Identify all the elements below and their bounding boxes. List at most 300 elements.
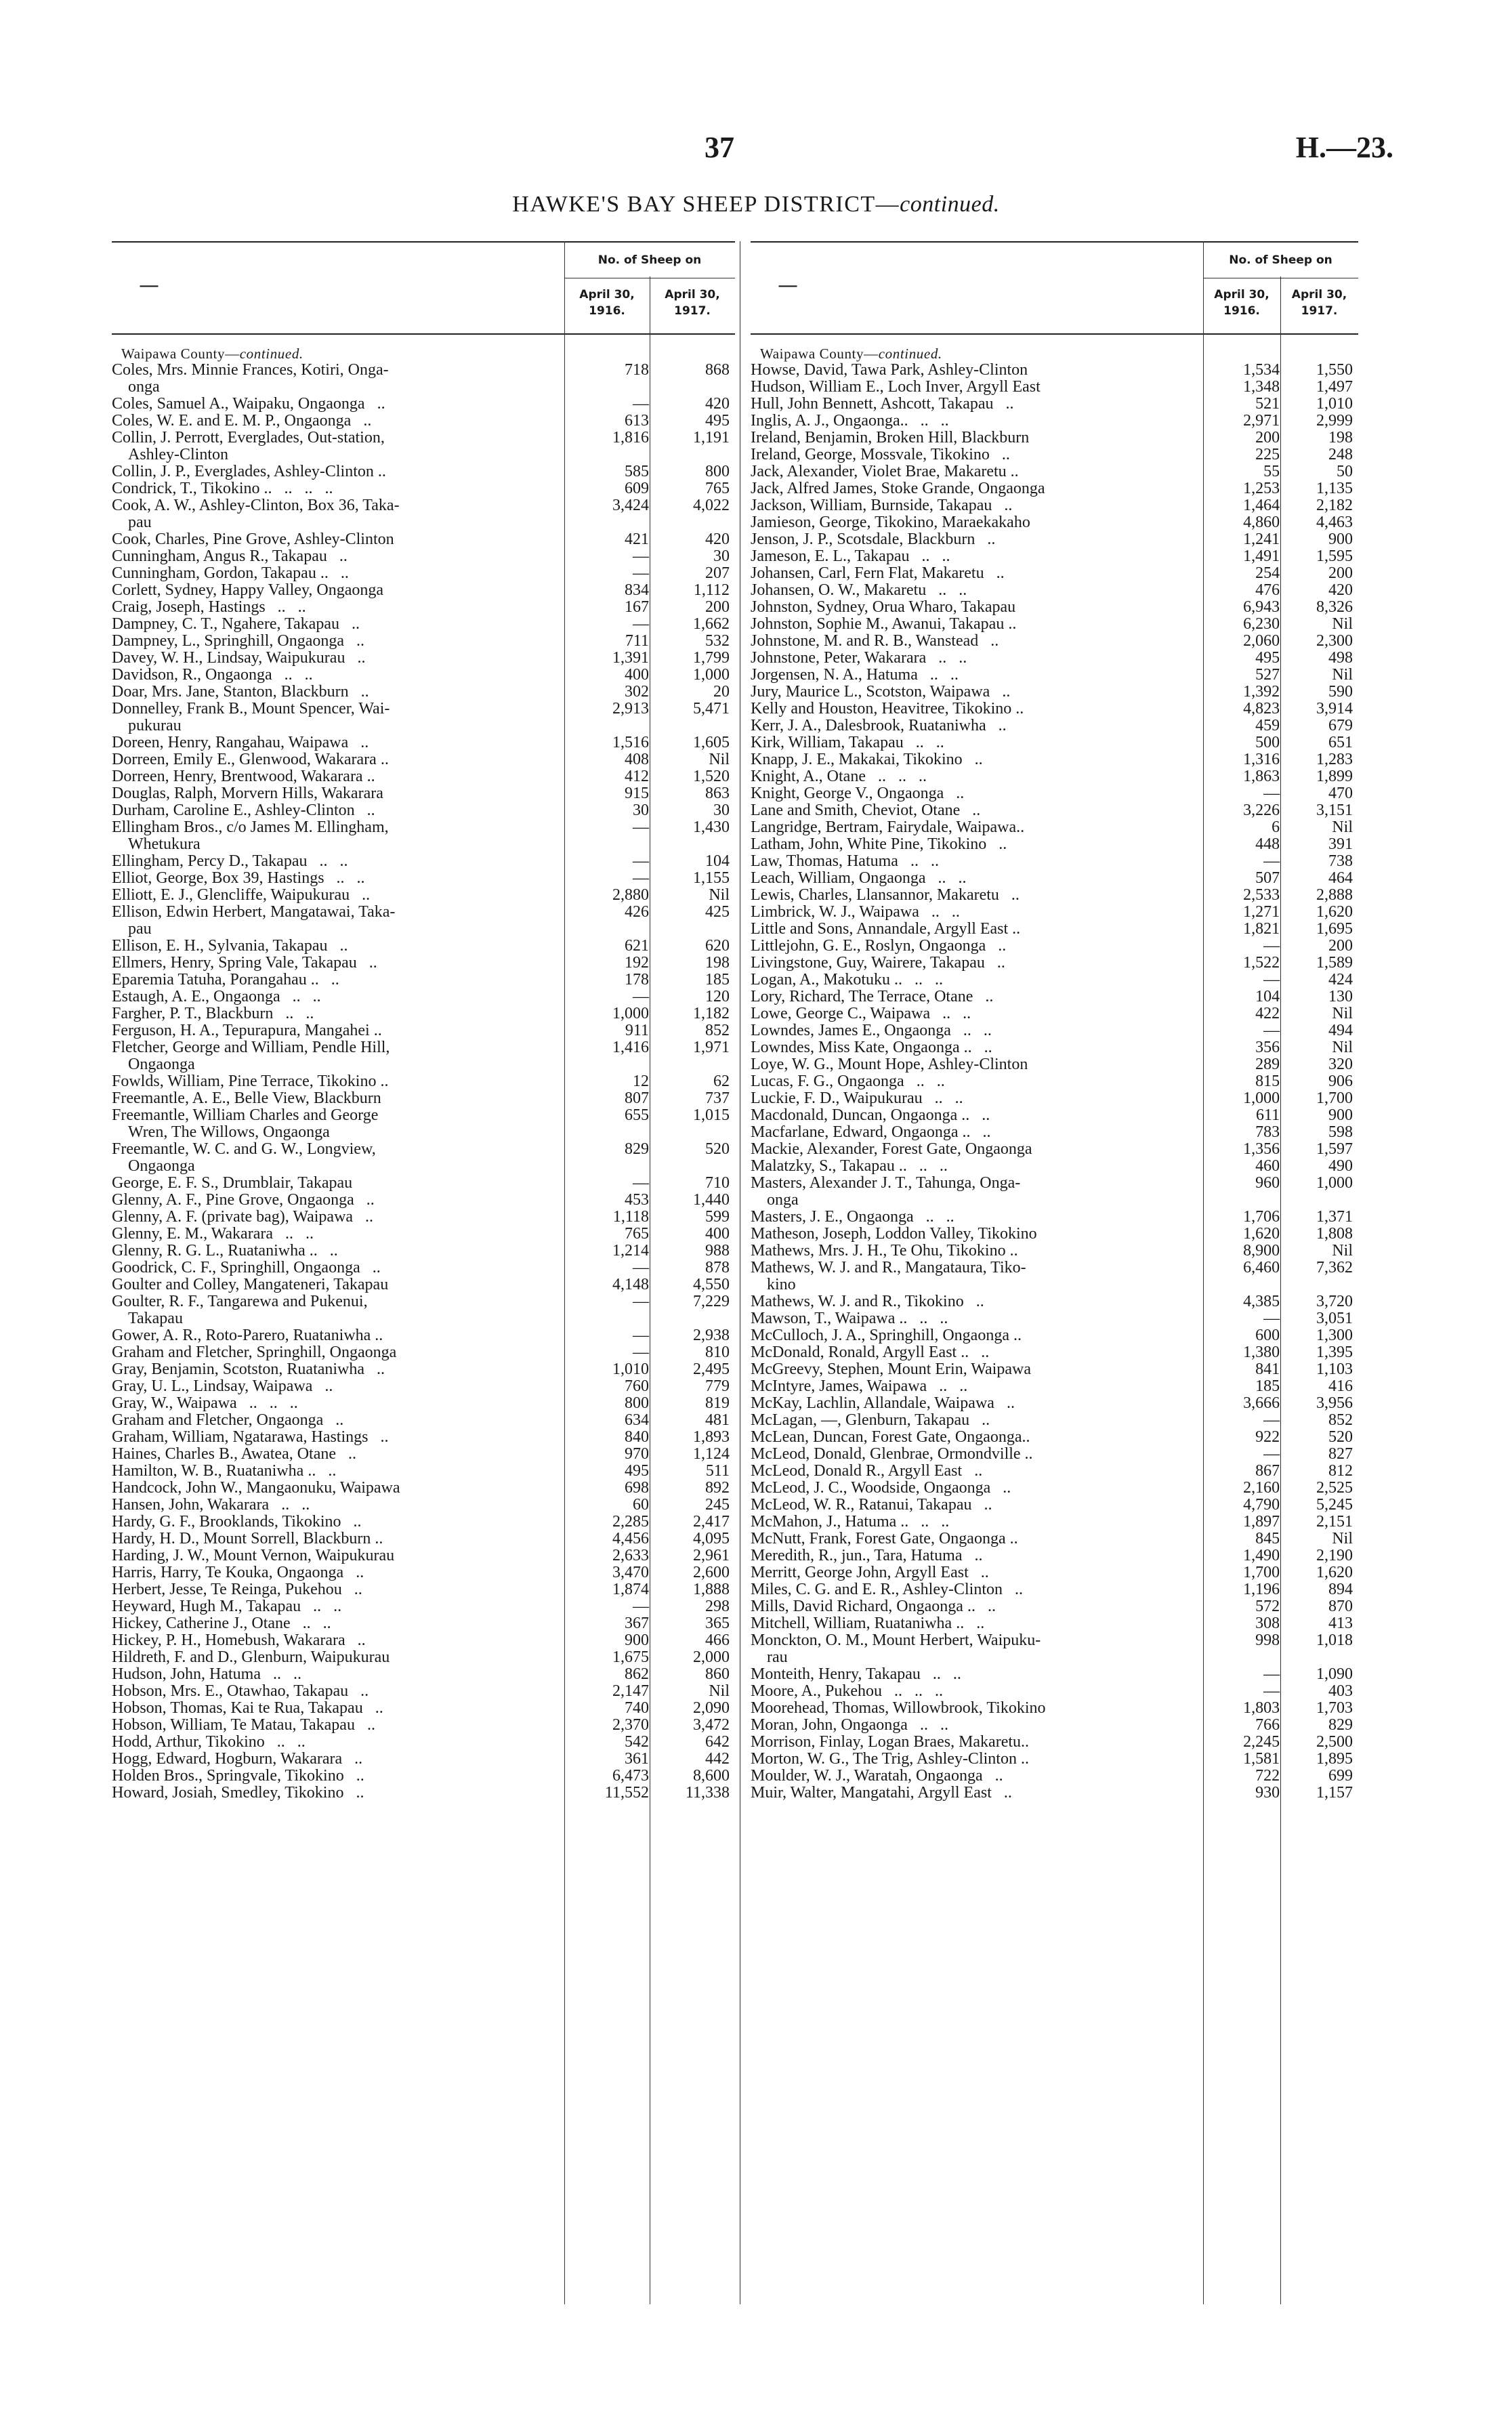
sheep-1917: 420 [705, 395, 730, 413]
table-row [751, 1260, 1358, 1293]
sheep-1917: 738 [1328, 852, 1353, 870]
owner-name: Hull, John Bennett, Ashcott, Takapau .. [751, 395, 1014, 413]
table-row [112, 1395, 735, 1412]
owner-name: Moorehead, Thomas, Willowbrook, Tikokino [751, 1699, 1046, 1717]
table-row [112, 904, 735, 938]
sheep-1916: 308 [1255, 1615, 1280, 1632]
owner-name: Kelly and Houston, Heavitree, Tikokino .. [751, 700, 1024, 718]
title-main: HAWKE'S BAY SHEEP DISTRICT— [512, 192, 900, 217]
sheep-1917: 1,899 [1316, 768, 1353, 785]
table-row [112, 362, 735, 396]
sheep-1916: 4,456 [612, 1530, 649, 1547]
header-dash: — [139, 274, 159, 297]
sheep-1916: 698 [625, 1479, 649, 1497]
table-row [751, 1666, 1358, 1683]
table-row [112, 1649, 735, 1666]
sheep-1917: 1,010 [1316, 395, 1353, 413]
table-row [751, 1073, 1358, 1090]
sheep-1917: 4,022 [693, 497, 730, 514]
sheep-1916: 2,060 [1243, 632, 1280, 650]
sheep-1916: 1,816 [612, 429, 649, 446]
sheep-1916: 1,391 [612, 649, 649, 667]
sheep-1917: 8,326 [1316, 598, 1353, 616]
owner-name: Glenny, E. M., Wakarara .. .. [112, 1225, 314, 1243]
table-row [751, 972, 1358, 989]
table-row [751, 751, 1358, 768]
table-row [112, 1293, 735, 1327]
table-row [112, 1564, 735, 1581]
owner-name: Dampney, C. T., Ngahere, Takapau .. [112, 615, 360, 633]
owner-name: Glenny, R. G. L., Ruataniwha .. .. [112, 1242, 338, 1260]
sheep-1916: 4,823 [1243, 700, 1280, 718]
owner-name: McCulloch, J. A., Springhill, Ongaonga .. [751, 1327, 1022, 1344]
sheep-1916: 621 [625, 937, 649, 955]
owner-name: Goulter and Colley, Mangateneri, Takapau [112, 1276, 389, 1293]
sheep-1916: 254 [1255, 564, 1280, 582]
sheep-1917: 1,090 [1316, 1665, 1353, 1683]
owner-name: Moran, John, Ongaonga .. .. [751, 1716, 948, 1734]
owner-name: Moore, A., Pukehou .. .. .. [751, 1682, 943, 1700]
owner-name: Estaugh, A. E., Ongaonga .. .. [112, 988, 321, 1005]
table-row [112, 870, 735, 887]
header-dash: — [778, 274, 798, 297]
sheep-1917: 1,395 [1316, 1344, 1353, 1361]
owner-name: Glenny, A. F., Pine Grove, Ongaonga .. [112, 1191, 375, 1209]
owner-name: Knapp, J. E., Makakai, Tikokino .. [751, 751, 983, 768]
sheep-1917: 1,112 [693, 581, 730, 599]
right-rows [751, 346, 1358, 1802]
owner-name: Ferguson, H. A., Tepurapura, Mangahei .. [112, 1022, 382, 1039]
sheep-1916: 6,473 [612, 1767, 649, 1785]
sheep-1917: 699 [1328, 1767, 1353, 1785]
table-row [112, 1107, 735, 1141]
sheep-1916: 289 [1255, 1056, 1280, 1073]
table-row [751, 1547, 1358, 1564]
sheep-1916: — [1263, 852, 1280, 870]
sheep-1916: 3,424 [612, 497, 649, 514]
sheep-1916: 862 [625, 1665, 649, 1683]
table-row [751, 785, 1358, 802]
sheep-1916: 476 [1255, 581, 1280, 599]
table-row [112, 497, 735, 531]
left-table-header [112, 241, 735, 335]
sheep-1917: 403 [1328, 1682, 1353, 1700]
sheep-1917: 1,015 [693, 1106, 730, 1124]
table-row [751, 413, 1358, 430]
column-rule [1203, 241, 1204, 2304]
sheep-1917: 3,720 [1316, 1293, 1353, 1310]
owner-name: Jorgensen, N. A., Hatuma .. .. [751, 666, 959, 684]
header-col-1916-line1: April 30, [579, 288, 635, 301]
table-row [751, 701, 1358, 718]
table-row [751, 1293, 1358, 1310]
table-row [112, 853, 735, 870]
table-row [751, 379, 1358, 396]
table-row [112, 1463, 735, 1480]
sheep-1917: 490 [1328, 1157, 1353, 1175]
owner-name: Masters, Alexander J. T., Tahunga, Onga- onga [751, 1174, 1021, 1209]
header-sheep-on: No. of Sheep on [1229, 253, 1332, 267]
table-row [112, 1717, 735, 1734]
owner-name: Goulter, R. F., Tangarewa and Pukenui, Takapau [112, 1293, 368, 1327]
sheep-1916: 600 [1255, 1327, 1280, 1344]
sheep-1917: 2,600 [693, 1564, 730, 1581]
sheep-1917: 642 [705, 1733, 730, 1751]
table-row [112, 887, 735, 904]
owner-name: Corlett, Sydney, Happy Valley, Ongaonga [112, 581, 384, 599]
left-table-body [112, 362, 735, 1802]
sheep-1917: 1,103 [1316, 1360, 1353, 1378]
sheep-1916: — [633, 564, 649, 582]
sheep-1917: Nil [1332, 615, 1353, 633]
table-row [112, 616, 735, 633]
table-row [112, 938, 735, 955]
table-row [112, 1547, 735, 1564]
owner-name: Coles, Mrs. Minnie Frances, Kotiri, Onga- onga [112, 361, 389, 396]
sheep-1916: — [633, 818, 649, 836]
sheep-1917: 1,000 [1316, 1174, 1353, 1192]
sheep-1916: — [633, 615, 649, 633]
header-col-1917 [650, 287, 735, 320]
table-row [751, 548, 1358, 565]
owner-name: Lewis, Charles, Llansannor, Makaretu .. [751, 886, 1020, 904]
sheep-1916: 867 [1255, 1462, 1280, 1480]
owner-name: Jenson, J. P., Scotsdale, Blackburn .. [751, 531, 996, 548]
owner-name: Fletcher, George and William, Pendle Hill, Ongaonga [112, 1039, 390, 1073]
owner-name: Kirk, William, Takapau .. .. [751, 734, 944, 751]
owner-name: Ireland, Benjamin, Broken Hill, Blackburn [751, 429, 1030, 446]
sheep-1917: 3,472 [693, 1716, 730, 1734]
sheep-1917: 320 [1328, 1056, 1353, 1073]
table-row [112, 684, 735, 701]
table-row [112, 955, 735, 972]
table-row [112, 650, 735, 667]
sheep-1916: 448 [1255, 835, 1280, 853]
sheep-1916: 1,253 [1243, 480, 1280, 497]
table-row [751, 1344, 1358, 1361]
sheep-1916: 167 [625, 598, 649, 616]
table-row [751, 514, 1358, 531]
sheep-1917: 511 [705, 1462, 730, 1480]
owner-name: McLeod, Donald R., Argyll East .. [751, 1462, 983, 1480]
sheep-1917: 11,338 [685, 1784, 730, 1802]
sheep-1916: 1,534 [1243, 361, 1280, 379]
table-row [112, 548, 735, 565]
sheep-1917: 852 [705, 1022, 730, 1039]
sheep-1917: 2,525 [1316, 1479, 1353, 1497]
sheep-1916: — [633, 869, 649, 887]
table-row [112, 413, 735, 430]
owner-name: Lucas, F. G., Ongaonga .. .. [751, 1073, 945, 1090]
table-row [751, 1056, 1358, 1073]
owner-name: McLeod, J. C., Woodside, Ongaonga .. [751, 1479, 1011, 1497]
owner-name: Elliot, George, Box 39, Hastings .. .. [112, 869, 365, 887]
header-sheep-on: No. of Sheep on [597, 253, 702, 267]
owner-name: Howard, Josiah, Smedley, Tikokino .. [112, 1784, 364, 1802]
sheep-1917: 1,620 [1316, 903, 1353, 921]
sheep-1917: 198 [705, 954, 730, 972]
table-row [112, 1344, 735, 1361]
sheep-1917: 765 [705, 480, 730, 497]
owner-name: Limbrick, W. J., Waipawa .. .. [751, 903, 960, 921]
table-row [751, 684, 1358, 701]
owner-name: Hogg, Edward, Hogburn, Wakarara .. [112, 1750, 363, 1768]
sheep-1916: 572 [1255, 1598, 1280, 1615]
owner-name: Jameson, E. L., Takapau .. .. [751, 547, 950, 565]
sheep-1916: 1,522 [1243, 954, 1280, 972]
sheep-1917: 7,229 [693, 1293, 730, 1310]
table-row [112, 734, 735, 751]
sheep-1917: 1,497 [1316, 378, 1353, 396]
owner-name: McGreevy, Stephen, Mount Erin, Waipawa [751, 1360, 1031, 1378]
table-row [112, 480, 735, 497]
table-row [112, 1005, 735, 1022]
table-row [112, 599, 735, 616]
sheep-1916: 2,633 [612, 1547, 649, 1564]
table-row [112, 1429, 735, 1446]
table-row [751, 1463, 1358, 1480]
table-row [751, 1209, 1358, 1226]
sheep-1917: 425 [705, 903, 730, 921]
sheep-1917: 391 [1328, 835, 1353, 853]
sheep-1917: 420 [705, 531, 730, 548]
owner-name: Lane and Smith, Cheviot, Otane .. [751, 802, 981, 819]
table-row [112, 1175, 735, 1192]
sheep-1916: 1,897 [1243, 1513, 1280, 1531]
sheep-1917: 30 [713, 802, 730, 819]
table-row [751, 870, 1358, 887]
owner-name: Logan, A., Makotuku .. .. .. [751, 971, 943, 989]
table-row [751, 463, 1358, 480]
owner-name: Mitchell, William, Ruataniwha .. .. [751, 1615, 985, 1632]
sheep-1917: 2,495 [693, 1360, 730, 1378]
table-row [751, 1683, 1358, 1700]
table-row [112, 785, 735, 802]
sheep-1917: 892 [705, 1479, 730, 1497]
sheep-1916: 4,860 [1243, 514, 1280, 531]
sheep-1916: 900 [625, 1631, 649, 1649]
owner-name: Freemantle, William Charles and George Wren, The Willows, Ongaonga [112, 1106, 379, 1141]
table-row [751, 1717, 1358, 1734]
owner-name: Luckie, F. D., Waipukurau .. .. [751, 1089, 963, 1107]
sheep-1917: 2,938 [693, 1327, 730, 1344]
owner-name: Masters, J. E., Ongaonga .. .. [751, 1208, 954, 1226]
sheep-1916: 178 [625, 971, 649, 989]
table-row [751, 955, 1358, 972]
owner-name: Holden Bros., Springvale, Tikokino .. [112, 1767, 364, 1785]
sheep-1916: 356 [1255, 1039, 1280, 1056]
sheep-1916: 2,971 [1243, 412, 1280, 430]
sheep-1916: 507 [1255, 869, 1280, 887]
sheep-1917: 1,157 [1316, 1784, 1353, 1802]
table-row [751, 1022, 1358, 1039]
owner-name: Littlejohn, G. E., Roslyn, Ongaonga .. [751, 937, 1007, 955]
sheep-1917: 812 [1328, 1462, 1353, 1480]
sheep-1917: 5,245 [1316, 1496, 1353, 1514]
table-row [751, 1564, 1358, 1581]
sheep-1917: 416 [1328, 1377, 1353, 1395]
sheep-1917: 498 [1328, 649, 1353, 667]
owner-name: Hardy, G. F., Brooklands, Tikokino .. [112, 1513, 362, 1531]
owner-name: McMahon, J., Hatuma .. .. .. [751, 1513, 950, 1531]
sheep-1916: 422 [1255, 1005, 1280, 1022]
owner-name: McLeod, W. R., Ratanui, Takapau .. [751, 1496, 992, 1514]
sheep-1916: 104 [1255, 988, 1280, 1005]
sheep-1917: 900 [1328, 531, 1353, 548]
table-row [112, 430, 735, 463]
owner-name: Hobson, Thomas, Kai te Rua, Takapau .. [112, 1699, 383, 1717]
owner-name: Cunningham, Gordon, Takapau .. .. [112, 564, 349, 582]
left-column [112, 241, 735, 1802]
table-row [112, 1768, 735, 1785]
table-row [112, 1260, 735, 1276]
owner-name: Macfarlane, Edward, Ongaonga .. .. [751, 1123, 991, 1141]
owner-name: Handcock, John W., Mangaonuku, Waipawa [112, 1479, 400, 1497]
table-row [751, 582, 1358, 599]
sheep-1916: 722 [1255, 1767, 1280, 1785]
sheep-1916: 655 [625, 1106, 649, 1124]
sheep-1916: 2,147 [612, 1682, 649, 1700]
sheep-1917: Nil [709, 886, 730, 904]
sheep-1917: 1,597 [1316, 1140, 1353, 1158]
sheep-1917: 829 [1328, 1716, 1353, 1734]
header-col-1916 [564, 287, 650, 320]
sheep-1916: 711 [625, 632, 649, 650]
owner-name: Gray, U. L., Lindsay, Waipawa .. [112, 1377, 333, 1395]
header-col-1916 [1203, 287, 1280, 320]
sheep-1916: 495 [625, 1462, 649, 1480]
right-table-body [751, 362, 1358, 1802]
sheep-1916: — [633, 1293, 649, 1310]
sheep-1917: 906 [1328, 1073, 1353, 1090]
owner-name: Law, Thomas, Hatuma .. .. [751, 852, 939, 870]
sheep-1916: 11,552 [604, 1784, 649, 1802]
sheep-1916: 845 [1255, 1530, 1280, 1547]
table-row [112, 802, 735, 819]
sheep-1917: 466 [705, 1631, 730, 1649]
table-row [751, 1785, 1358, 1802]
owner-name: Hobson, Mrs. E., Otawhao, Takapau .. [112, 1682, 369, 1700]
owner-name: McLagan, —, Glenburn, Takapau .. [751, 1411, 990, 1429]
sheep-1917: 2,182 [1316, 497, 1353, 514]
sheep-1917: 878 [705, 1259, 730, 1276]
sheep-1917: 464 [1328, 869, 1353, 887]
table-row [112, 1073, 735, 1090]
sheep-1917: Nil [709, 1682, 730, 1700]
sheep-1917: 827 [1328, 1445, 1353, 1463]
sheep-1917: 442 [705, 1750, 730, 1768]
owner-name: Knight, A., Otane .. .. .. [751, 768, 927, 785]
owner-name: Hudson, William E., Loch Inver, Argyll East [751, 378, 1041, 396]
sheep-1916: 527 [1255, 666, 1280, 684]
column-rule [1280, 276, 1281, 2304]
table-row [112, 1615, 735, 1632]
county-heading [751, 346, 1358, 362]
sheep-1916: 3,470 [612, 1564, 649, 1581]
sheep-1917: 2,999 [1316, 412, 1353, 430]
table-row [112, 1022, 735, 1039]
owner-name: McDonald, Ronald, Argyll East .. .. [751, 1344, 990, 1361]
sheep-1917: 1,182 [693, 1005, 730, 1022]
sheep-1916: 1,803 [1243, 1699, 1280, 1717]
table-row [751, 768, 1358, 785]
table-row [751, 1124, 1358, 1141]
sheep-1916: — [633, 1344, 649, 1361]
owner-name: Ireland, George, Mossvale, Tikokino .. [751, 446, 1010, 463]
sheep-1916: 30 [633, 802, 649, 819]
sheep-1916: — [1263, 1411, 1280, 1429]
document-reference: H.—23. [1295, 131, 1393, 164]
sheep-1916: 412 [625, 768, 649, 785]
sheep-1916: 998 [1255, 1631, 1280, 1649]
sheep-1916: 1,271 [1243, 903, 1280, 921]
sheep-1916: — [1263, 937, 1280, 955]
sheep-1917: 520 [705, 1140, 730, 1158]
table-row [112, 1751, 735, 1768]
owner-name: Jack, Alfred James, Stoke Grande, Ongaonga [751, 480, 1045, 497]
sheep-1916: — [1263, 785, 1280, 802]
sheep-1917: 1,191 [693, 429, 730, 446]
owner-name: Hildreth, F. and D., Glenburn, Waipukurau [112, 1648, 390, 1666]
sheep-1917: 2,500 [1316, 1733, 1353, 1751]
sheep-1916: 1,581 [1243, 1750, 1280, 1768]
sheep-1917: 1,430 [693, 818, 730, 836]
sheep-1916: — [1263, 1022, 1280, 1039]
header-col-1917 [1280, 287, 1358, 320]
sheep-1917: 3,914 [1316, 700, 1353, 718]
header-col-1916-line1: April 30, [1214, 288, 1269, 301]
owner-name: Doar, Mrs. Jane, Stanton, Blackburn .. [112, 683, 369, 701]
table-row [112, 1531, 735, 1547]
sheep-1916: 459 [1255, 717, 1280, 734]
owner-name: Mills, David Richard, Ongaonga .. .. [751, 1598, 996, 1615]
sheep-1916: 6,230 [1243, 615, 1280, 633]
sheep-1916: 185 [1255, 1377, 1280, 1395]
table-row [112, 1581, 735, 1598]
sheep-1916: 2,533 [1243, 886, 1280, 904]
sheep-1916: — [1263, 1445, 1280, 1463]
owner-name: Graham, William, Ngatarawa, Hastings .. [112, 1428, 389, 1446]
owner-name: Cook, A. W., Ashley-Clinton, Box 36, Taka- pau [112, 497, 400, 531]
sheep-1917: Nil [1332, 1039, 1353, 1056]
owner-name: Freemantle, W. C. and G. W., Longview, Ongaonga [112, 1140, 376, 1175]
table-row [751, 819, 1358, 836]
sheep-1917: Nil [1332, 1242, 1353, 1260]
table-row [112, 463, 735, 480]
table-row [751, 904, 1358, 921]
owner-name: Mathews, Mrs. J. H., Te Ohu, Tikokino .. [751, 1242, 1018, 1260]
sheep-1917: 1,799 [693, 649, 730, 667]
table-row [112, 1446, 735, 1463]
owner-name: Mackie, Alexander, Forest Gate, Ongaonga [751, 1140, 1032, 1158]
table-row [751, 802, 1358, 819]
sheep-1917: 1,440 [693, 1191, 730, 1209]
sheep-1917: 30 [713, 547, 730, 565]
sheep-1916: 55 [1263, 463, 1280, 480]
sheep-1916: 6 [1272, 818, 1280, 836]
owner-name: Johnston, Sydney, Orua Wharo, Takapau [751, 598, 1016, 616]
table-row [751, 633, 1358, 650]
sheep-1916: 740 [625, 1699, 649, 1717]
table-row [751, 650, 1358, 667]
sheep-1916: 1,196 [1243, 1581, 1280, 1598]
title-continued: continued. [900, 192, 1000, 217]
sheep-1916: — [633, 395, 649, 413]
sheep-1916: 500 [1255, 734, 1280, 751]
header-col-1916-line2: 1916. [589, 304, 625, 318]
sheep-1917: 1,808 [1316, 1225, 1353, 1243]
sheep-1917: 50 [1337, 463, 1353, 480]
